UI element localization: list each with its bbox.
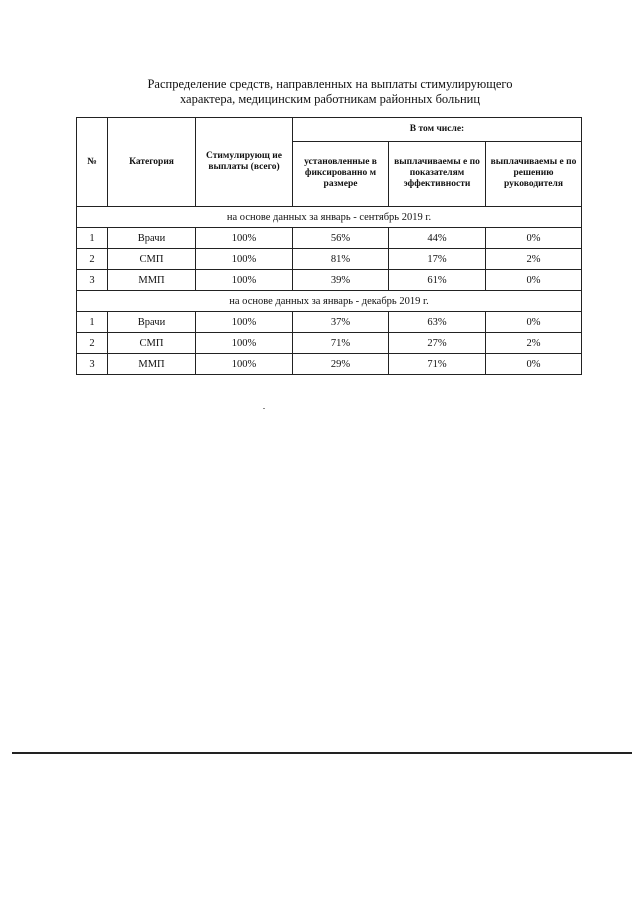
row-performance: 63%: [389, 312, 486, 333]
row-total: 100%: [196, 333, 293, 354]
row-manager: 2%: [486, 333, 582, 354]
title-line-1: Распределение средств, направленных на выплаты стимулирующего: [147, 77, 513, 91]
row-total: 100%: [196, 354, 293, 375]
row-num: 2: [77, 333, 108, 354]
header-performance: выплачиваемы е по показателям эффективности: [389, 141, 486, 206]
row-fixed: 39%: [293, 270, 389, 291]
header-including: В том числе:: [293, 118, 582, 142]
document-title: [80, 77, 580, 107]
row-manager: 2%: [486, 249, 582, 270]
row-num: 3: [77, 270, 108, 291]
table-row: [77, 354, 582, 375]
row-category: Врачи: [108, 312, 196, 333]
row-manager: 0%: [486, 354, 582, 375]
row-category: ММП: [108, 270, 196, 291]
table-row: [77, 312, 582, 333]
row-total: 100%: [196, 228, 293, 249]
row-performance: 17%: [389, 249, 486, 270]
row-fixed: 37%: [293, 312, 389, 333]
row-performance: 61%: [389, 270, 486, 291]
row-category: ММП: [108, 354, 196, 375]
title-line-2: характера, медицинским работникам районных больниц: [179, 92, 481, 106]
row-num: 3: [77, 354, 108, 375]
table-row: [77, 228, 582, 249]
row-manager: 0%: [486, 312, 582, 333]
row-manager: 0%: [486, 228, 582, 249]
row-fixed: 56%: [293, 228, 389, 249]
row-num: 2: [77, 249, 108, 270]
header-manager: выплачиваемы е по решению руководителя: [486, 141, 582, 206]
table-row: [77, 333, 582, 354]
row-total: 100%: [196, 249, 293, 270]
row-fixed: 71%: [293, 333, 389, 354]
distribution-table: [76, 117, 582, 375]
horizontal-rule: [12, 752, 632, 754]
row-fixed: 29%: [293, 354, 389, 375]
row-total: 100%: [196, 270, 293, 291]
header-category: Категория: [108, 118, 196, 207]
row-category: Врачи: [108, 228, 196, 249]
header-num: №: [77, 118, 108, 207]
table-row: [77, 270, 582, 291]
scan-speck: [263, 408, 265, 409]
row-performance: 27%: [389, 333, 486, 354]
row-num: 1: [77, 312, 108, 333]
row-category: СМП: [108, 249, 196, 270]
row-performance: 44%: [389, 228, 486, 249]
row-total: 100%: [196, 312, 293, 333]
table-row: [77, 249, 582, 270]
row-manager: 0%: [486, 270, 582, 291]
row-category: СМП: [108, 333, 196, 354]
section-title: на основе данных за январь - сентябрь 2019 г.: [77, 207, 582, 228]
row-performance: 71%: [389, 354, 486, 375]
row-fixed: 81%: [293, 249, 389, 270]
header-fixed: установленные в фиксированно м размере: [293, 141, 389, 206]
row-num: 1: [77, 228, 108, 249]
header-total: Стимулирующ ие выплаты (всего): [196, 118, 293, 207]
section-title: на основе данных за январь - декабрь 2019 г.: [77, 291, 582, 312]
